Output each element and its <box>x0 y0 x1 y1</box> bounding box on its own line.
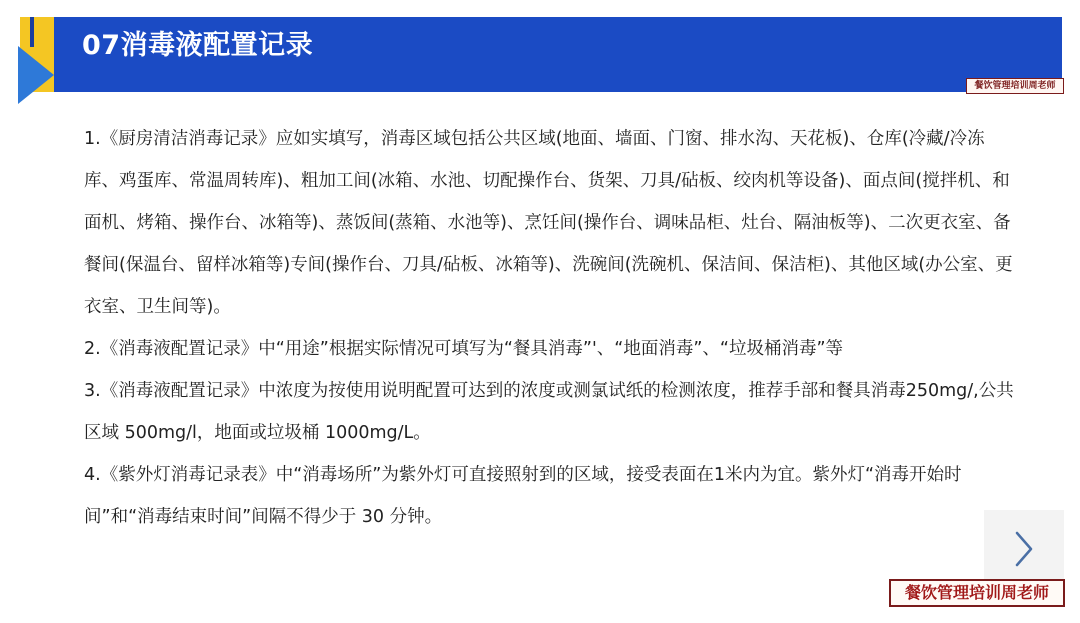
slide-title: 07消毒液配置记录 <box>82 30 314 61</box>
slide-body <box>84 118 1019 538</box>
paragraph-2: 2.《消毒液配置记录》中“用途”根据实际情况可填写为“餐具消毒”'、“地面消毒”、“垃圾桶消毒”等 <box>84 339 844 359</box>
watermark-stamp-small: 餐饮管理培训周老师 <box>966 78 1064 94</box>
paragraph-4: 4.《紫外灯消毒记录表》中“消毒场所”为紫外灯可直接照射到的区域，接受表面在1米内为宜。紫外灯“消毒开始时间”和“消毒结束时间”间隔不得少于 30 分钟。 <box>84 465 962 527</box>
title-banner <box>52 17 1062 92</box>
paragraph-1: 1.《厨房清洁消毒记录》应如实填写，消毒区域包括公共区域(地面、墙面、门窗、排水沟、天花板)、仓库(冷藏/冷冻库、鸡蛋库、常温周转库)、粗加工间(冰箱、水池、切配操作台、货架、刀具/砧板、绞肉机等设备)、面点间(搅拌机、和面机、烤箱、操作台、冰箱等)、蒸饭间(蒸箱、水池等)、烹饪间(操作台、调味品柜、灶台、隔油板等)、二次更衣室、备餐间(保温台、留样冰箱等)专间(操作台、刀具/砧板、冰箱等)、洗碗间(洗碗机、保洁间、保洁柜)、其他区域(办公室、更衣室、卫生间等)。 <box>84 129 1013 317</box>
next-page-button[interactable] <box>984 510 1064 588</box>
chevron-right-icon <box>1012 529 1036 569</box>
paragraph-3: 3.《消毒液配置记录》中浓度为按使用说明配置可达到的浓度或测氯试纸的检测浓度，推荐手部和餐具消毒250mg/,公共区域 500mg/l，地面或垃圾桶 1000mg/L。 <box>84 381 1014 443</box>
watermark-stamp-large: 餐饮管理培训周老师 <box>889 579 1065 607</box>
accent-line <box>30 17 34 47</box>
accent-triangle <box>18 46 54 104</box>
